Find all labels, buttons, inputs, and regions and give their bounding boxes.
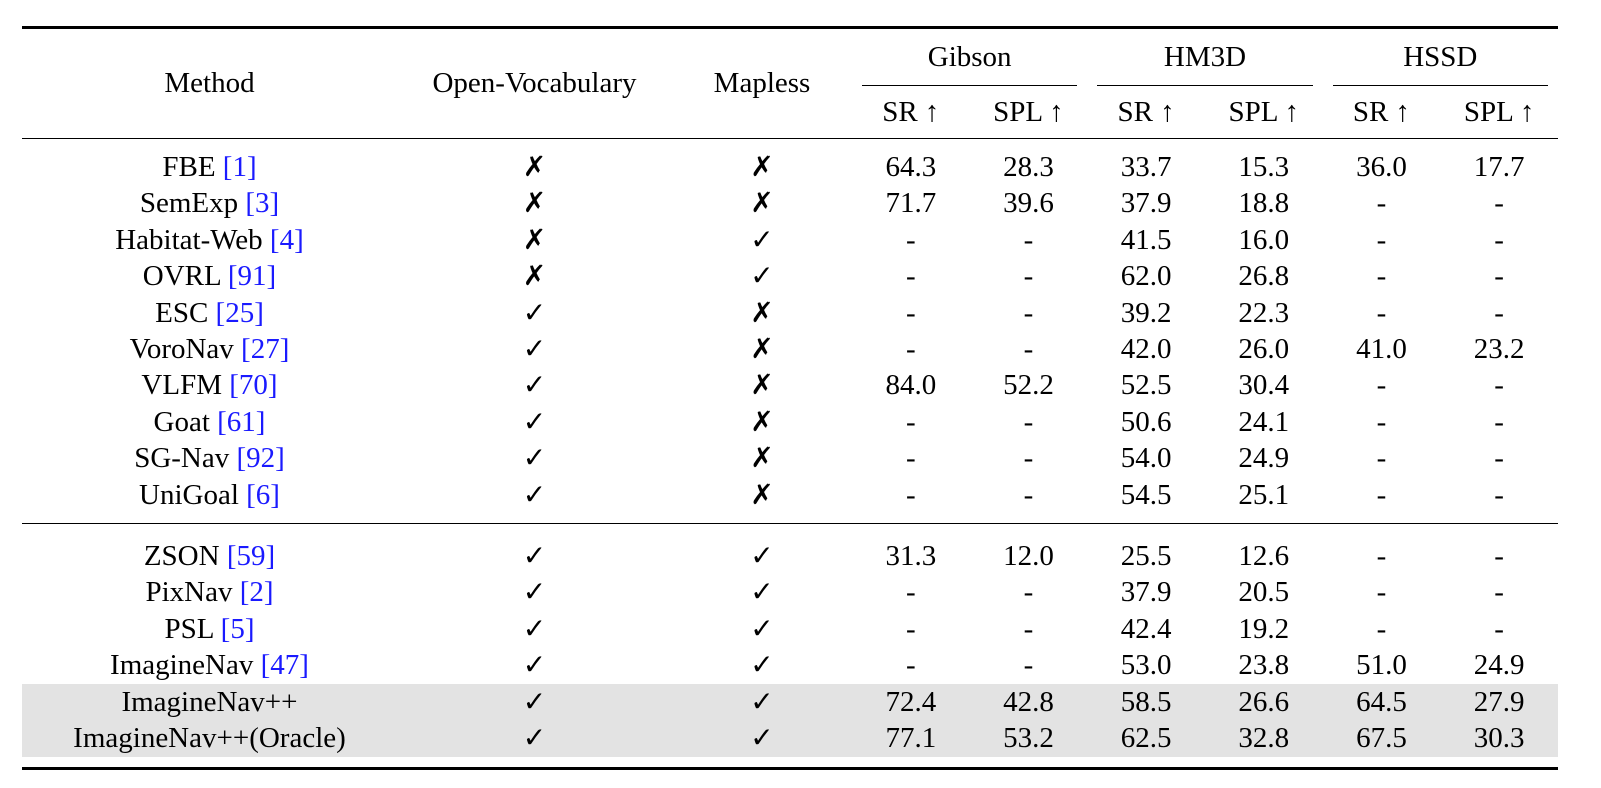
citation-link[interactable]: [70]: [229, 369, 278, 402]
method-name: ImagineNav++: [121, 685, 298, 718]
value-cell: 12.0: [1003, 540, 1054, 573]
citation-link[interactable]: [3]: [245, 187, 280, 220]
method-name: ZSON: [143, 540, 220, 573]
check-icon: ✓: [672, 684, 852, 720]
value-cell: 26.8: [1238, 260, 1290, 293]
table-row: [22, 185, 1558, 221]
value-cell: 72.4: [852, 684, 970, 720]
check-icon: ✓: [522, 648, 547, 682]
method-name: PSL: [164, 612, 214, 645]
header-row-1: [22, 29, 1558, 86]
method-cell: [22, 258, 397, 294]
value-cell: -: [1023, 405, 1034, 438]
value-cell: 53.0: [1120, 649, 1172, 682]
value-cell: 28.3: [1003, 151, 1054, 183]
value-cell: -: [1023, 649, 1034, 682]
method-cell: [22, 477, 397, 513]
hssd-header: HSSD: [1323, 29, 1558, 86]
value-cell: -: [1494, 369, 1504, 402]
method-name: Habitat-Web: [115, 223, 263, 256]
value-cell: 26.6: [1205, 684, 1323, 720]
method-name: ImagineNav++(Oracle): [73, 722, 346, 755]
value-cell: -: [905, 296, 916, 329]
citation-link[interactable]: [59]: [226, 540, 276, 573]
table-row: [22, 367, 1558, 403]
value-cell: -: [1494, 576, 1504, 609]
value-cell: 54.0: [1120, 442, 1172, 475]
check-icon: ✓: [397, 720, 672, 756]
value-cell: 12.6: [1238, 540, 1290, 573]
value-cell: -: [1376, 187, 1387, 220]
value-cell: 23.8: [1238, 649, 1290, 682]
value-cell: 33.7: [1120, 151, 1172, 183]
table-row: [22, 477, 1558, 513]
value-cell: -: [1023, 576, 1034, 609]
cross-icon: ✗: [750, 186, 774, 220]
value-cell: 26.0: [1238, 333, 1290, 366]
check-icon: ✓: [522, 477, 547, 511]
citation-link[interactable]: [5]: [220, 612, 255, 645]
citation-link[interactable]: [6]: [246, 478, 280, 511]
method-name: FBE: [162, 151, 216, 183]
method-cell: [22, 331, 397, 367]
value-cell: -: [1023, 442, 1034, 475]
check-icon: ✓: [522, 368, 547, 402]
cross-icon: ✗: [750, 332, 774, 366]
value-cell: -: [1023, 333, 1034, 366]
method-name: PixNav: [145, 576, 233, 609]
value-cell: 50.6: [1120, 405, 1172, 438]
check-icon: ✓: [522, 611, 547, 645]
value-cell: -: [1494, 296, 1504, 329]
table-row: [22, 538, 1558, 574]
value-cell: -: [1023, 223, 1034, 256]
method-name: SG-Nav: [134, 442, 230, 475]
table-row: [22, 295, 1558, 331]
value-cell: 53.2: [970, 720, 1088, 756]
value-cell: -: [1376, 296, 1387, 329]
citation-link[interactable]: [2]: [239, 576, 274, 609]
table-row: [22, 574, 1558, 610]
value-cell: -: [1494, 260, 1504, 293]
method-cell: [22, 611, 397, 647]
value-cell: -: [905, 649, 916, 682]
value-cell: 15.3: [1238, 151, 1290, 183]
spacer: [22, 139, 1558, 149]
value-cell: 24.9: [1238, 442, 1290, 475]
table-row: [22, 331, 1558, 367]
table-row: [22, 149, 1558, 185]
value-cell: -: [1494, 612, 1504, 645]
value-cell: 51.0: [1356, 649, 1407, 682]
cross-icon: ✗: [522, 150, 547, 183]
results-table: [22, 26, 1558, 770]
check-icon: ✓: [750, 259, 774, 293]
value-cell: 67.5: [1323, 720, 1441, 756]
value-cell: 36.0: [1356, 151, 1407, 183]
value-cell: 20.5: [1238, 576, 1290, 609]
spacer: [22, 513, 1558, 524]
method-cell: [22, 149, 397, 185]
citation-link[interactable]: [4]: [269, 223, 304, 256]
value-cell: 58.5: [1087, 684, 1205, 720]
cross-icon: ✗: [750, 441, 774, 475]
method-cell: [22, 684, 397, 720]
value-cell: -: [905, 442, 916, 475]
value-cell: -: [1376, 540, 1387, 573]
table-row: [22, 720, 1558, 756]
citation-link[interactable]: [91]: [227, 260, 277, 293]
citation-link[interactable]: [1]: [222, 151, 257, 183]
check-icon: ✓: [522, 332, 547, 366]
value-cell: -: [1376, 612, 1387, 645]
value-cell: -: [1376, 478, 1387, 511]
value-cell: 23.2: [1473, 333, 1525, 366]
method-cell: [22, 440, 397, 476]
spacer: [22, 757, 1558, 769]
method-cell: [22, 367, 397, 403]
citation-link[interactable]: [47]: [260, 649, 309, 682]
value-cell: -: [1376, 260, 1387, 293]
value-cell: 52.2: [1003, 369, 1054, 402]
table-row: [22, 611, 1558, 647]
check-icon: ✓: [750, 539, 774, 573]
value-cell: -: [1376, 405, 1387, 438]
cross-icon: ✗: [522, 222, 547, 256]
cross-icon: ✗: [750, 404, 774, 438]
value-cell: 37.9: [1120, 187, 1172, 220]
value-cell: 16.0: [1238, 223, 1290, 256]
value-cell: -: [905, 612, 916, 645]
value-cell: 22.3: [1238, 296, 1290, 329]
check-icon: ✓: [750, 611, 774, 645]
open-vocabulary-header: Open-Vocabulary: [432, 67, 637, 99]
method-name: ImagineNav: [110, 649, 254, 682]
value-cell: -: [1494, 187, 1504, 220]
value-cell: -: [1023, 296, 1034, 329]
value-cell: -: [1376, 223, 1387, 256]
citation-link[interactable]: [27]: [241, 333, 290, 366]
value-cell: -: [1494, 223, 1504, 256]
value-cell: 27.9: [1440, 684, 1558, 720]
method-cell: [22, 574, 397, 610]
value-cell: 42.4: [1120, 612, 1172, 645]
check-icon: ✓: [522, 575, 547, 609]
method-name: ESC: [155, 296, 209, 329]
value-cell: 30.3: [1440, 720, 1558, 756]
value-cell: 54.5: [1120, 478, 1172, 511]
value-cell: -: [1023, 260, 1034, 293]
value-cell: -: [905, 223, 916, 256]
check-icon: ✓: [750, 575, 774, 609]
metric-header: SPL ↑: [1228, 95, 1300, 128]
value-cell: -: [1376, 576, 1387, 609]
value-cell: -: [1023, 612, 1034, 645]
check-icon: ✓: [522, 441, 547, 475]
table-row: [22, 647, 1558, 683]
value-cell: -: [1376, 369, 1387, 402]
value-cell: 30.4: [1238, 369, 1290, 402]
value-cell: 39.2: [1120, 296, 1172, 329]
cross-icon: ✗: [522, 259, 547, 293]
table-row: [22, 222, 1558, 258]
check-icon: ✓: [750, 222, 774, 256]
cross-icon: ✗: [522, 186, 547, 220]
mapless-header: Mapless: [713, 67, 811, 99]
check-icon: ✓: [522, 539, 547, 573]
value-cell: 42.0: [1120, 333, 1172, 366]
metric-header: SPL ↑: [993, 95, 1064, 128]
citation-link[interactable]: [61]: [217, 405, 266, 438]
check-icon: ✓: [522, 295, 547, 329]
value-cell: -: [905, 478, 916, 511]
value-cell: 41.0: [1356, 333, 1407, 366]
citation-link[interactable]: [92]: [236, 442, 285, 475]
method-cell: [22, 295, 397, 331]
value-cell: -: [905, 405, 916, 438]
value-cell: 42.8: [970, 684, 1088, 720]
value-cell: 32.8: [1205, 720, 1323, 756]
cross-icon: ✗: [750, 477, 774, 511]
value-cell: -: [905, 333, 916, 366]
method-name: VLFM: [141, 369, 222, 402]
value-cell: 25.5: [1120, 540, 1172, 573]
method-cell: [22, 720, 397, 756]
value-cell: -: [905, 576, 916, 609]
method-name: OVRL: [142, 260, 221, 293]
check-icon: ✓: [397, 684, 672, 720]
value-cell: 39.6: [1003, 187, 1054, 220]
value-cell: -: [1494, 478, 1504, 511]
value-cell: 31.3: [885, 540, 937, 573]
cross-icon: ✗: [750, 150, 774, 183]
value-cell: 71.7: [885, 187, 937, 220]
bottom-rule: [22, 768, 1558, 770]
method-name: SemExp: [139, 187, 239, 220]
value-cell: 19.2: [1238, 612, 1290, 645]
hm3d-header: HM3D: [1087, 29, 1322, 86]
metric-header: SR ↑: [1352, 95, 1411, 128]
cross-icon: ✗: [750, 368, 774, 402]
citation-link[interactable]: [25]: [215, 296, 264, 329]
value-cell: 52.5: [1120, 369, 1172, 402]
value-cell: 62.5: [1087, 720, 1205, 756]
value-cell: 18.8: [1238, 187, 1290, 220]
value-cell: -: [905, 260, 916, 293]
method-header: Method: [164, 67, 255, 99]
value-cell: 84.0: [885, 369, 937, 402]
table-row: [22, 404, 1558, 440]
value-cell: 64.3: [885, 151, 937, 183]
method-name: Goat: [153, 405, 210, 438]
value-cell: -: [1494, 405, 1504, 438]
metric-header: SR ↑: [882, 95, 940, 128]
method-cell: [22, 647, 397, 683]
method-name: UniGoal: [139, 478, 239, 511]
gibson-header: Gibson: [852, 29, 1087, 86]
check-icon: ✓: [522, 404, 547, 438]
check-icon: ✓: [750, 648, 774, 682]
table-row: [22, 258, 1558, 294]
method-cell: [22, 404, 397, 440]
value-cell: 24.9: [1473, 649, 1525, 682]
method-cell: [22, 222, 397, 258]
method-cell: [22, 185, 397, 221]
metric-header: SR ↑: [1117, 95, 1175, 128]
value-cell: 37.9: [1120, 576, 1172, 609]
method-cell: [22, 538, 397, 574]
value-cell: 77.1: [852, 720, 970, 756]
table-row: [22, 684, 1558, 720]
cross-icon: ✗: [750, 295, 774, 329]
value-cell: 24.1: [1238, 405, 1290, 438]
spacer: [22, 524, 1558, 538]
table-row: [22, 440, 1558, 476]
value-cell: -: [1494, 540, 1504, 573]
value-cell: -: [1376, 442, 1387, 475]
method-name: VoroNav: [129, 333, 234, 366]
value-cell: 17.7: [1473, 151, 1525, 183]
value-cell: 41.5: [1120, 223, 1172, 256]
metric-header: SPL ↑: [1463, 95, 1535, 128]
value-cell: -: [1023, 478, 1034, 511]
value-cell: 64.5: [1323, 684, 1441, 720]
value-cell: -: [1494, 442, 1504, 475]
value-cell: 25.1: [1238, 478, 1290, 511]
check-icon: ✓: [672, 720, 852, 756]
value-cell: 62.0: [1120, 260, 1172, 293]
